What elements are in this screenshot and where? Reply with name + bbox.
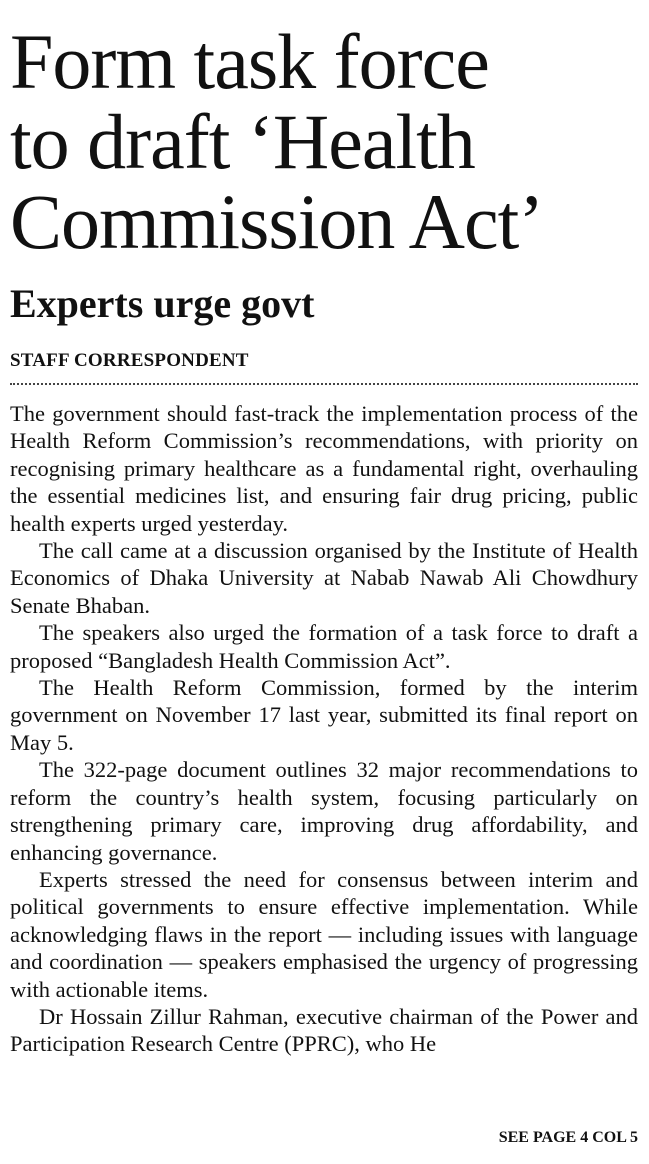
headline bbox=[10, 18, 642, 265]
article-paragraph-4: The Health Reform Commission, formed by the interim government on November 17 last year, submitted its final report on May 5. bbox=[10, 675, 638, 755]
article-paragraph-6: Experts stressed the need for consensus between interim and political governments to ensure effective implementation. While acknowledging flaws in the report — including issues with language and coordination — speakers emphasised the urgency of progressing with actionable items. bbox=[10, 866, 638, 1002]
article-paragraph-5: The 322-page document outlines 32 major recommendations to reform the country’s health system, focusing particularly on strengthening primary care, improving drug affordability, and enhancing governance. bbox=[10, 757, 638, 865]
headline-line-3: Commission Act’ bbox=[10, 178, 544, 265]
headline-line-2: to draft ‘Health bbox=[10, 98, 475, 185]
byline: STAFF CORRESPONDENT bbox=[10, 350, 249, 371]
article-body bbox=[10, 400, 638, 1058]
article-paragraph-3: The speakers also urged the formation of a task force to draft a proposed “Bangladesh Health Commission Act”. bbox=[10, 620, 638, 673]
article-paragraph-1: The government should fast-track the implementation process of the Health Reform Commission’s recommendations, with priority on recognising primary healthcare as a fundamental right, overhauling the essential medicines list, and ensuring fair drug pricing, public health experts urged yesterday. bbox=[10, 401, 638, 536]
article-paragraph-7: Dr Hossain Zillur Rahman, executive chairman of the Power and Participation Research Centre (PPRC), who He bbox=[10, 1003, 638, 1057]
headline-line-1: Form task force bbox=[10, 18, 489, 105]
article-paragraph-2: The call came at a discussion organised by the Institute of Health Economics of Dhaka University at Nabab Nawab Ali Chowdhury Senate Bhaban. bbox=[10, 538, 638, 618]
subheadline: Experts urge govt bbox=[10, 281, 315, 326]
continuation-note: SEE PAGE 4 COL 5 bbox=[498, 1129, 638, 1146]
dotted-divider bbox=[10, 383, 638, 385]
